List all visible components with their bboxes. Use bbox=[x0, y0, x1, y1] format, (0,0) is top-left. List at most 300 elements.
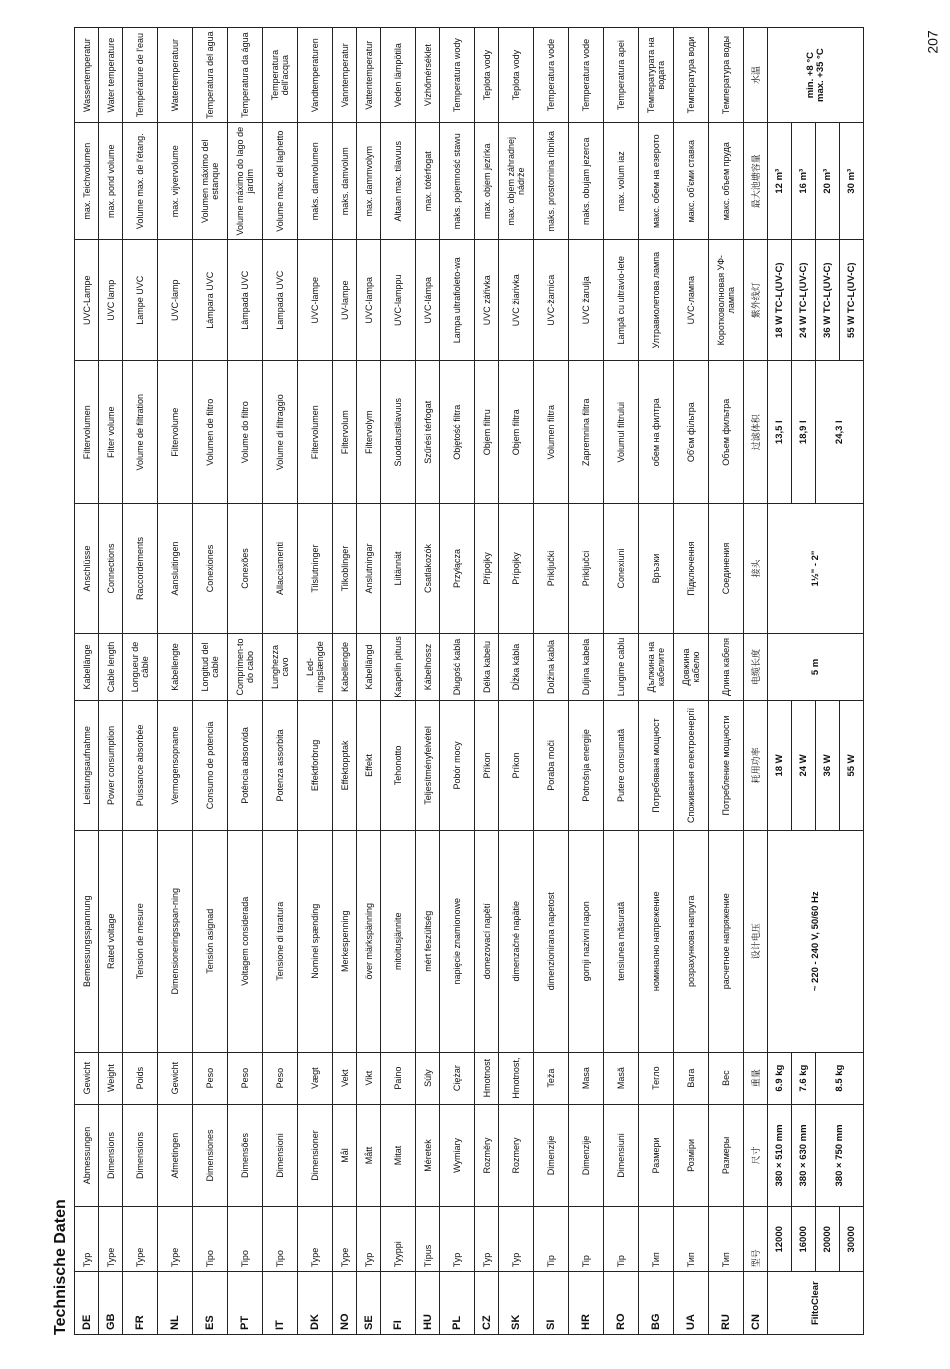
language-code: HR bbox=[569, 1272, 604, 1335]
header-cell: 设计电压 bbox=[744, 830, 768, 1052]
header-cell: Typ bbox=[499, 1207, 534, 1272]
header-cell: Vægt bbox=[298, 1052, 333, 1104]
language-row bbox=[416, 28, 440, 1335]
language-code: BG bbox=[639, 1272, 674, 1335]
language-row bbox=[440, 28, 475, 1335]
header-cell: UVC žiarivka bbox=[499, 240, 534, 361]
header-cell: Rozměry bbox=[475, 1104, 499, 1207]
header-cell: Temperatura apei bbox=[604, 28, 639, 123]
header-cell: Volumen de filtro bbox=[193, 361, 228, 504]
header-cell: Розміри bbox=[674, 1104, 709, 1207]
header-cell: Filter volume bbox=[99, 361, 123, 504]
cable-length: 5 m bbox=[768, 633, 864, 700]
language-code: ES bbox=[193, 1272, 228, 1335]
header-cell: mért feszültség bbox=[416, 830, 440, 1052]
language-code: NL bbox=[158, 1272, 193, 1335]
header-cell: Szűrési térfogat bbox=[416, 361, 440, 504]
page-number: 207 bbox=[925, 30, 942, 54]
header-cell: Тип bbox=[639, 1207, 674, 1272]
header-cell: Mål bbox=[333, 1104, 357, 1207]
rotated-spec-sheet bbox=[48, 25, 857, 1335]
model-pond-volume: 30 m³ bbox=[840, 123, 864, 240]
header-cell: Objętość filtra bbox=[440, 361, 475, 504]
header-cell: Typ bbox=[357, 1207, 381, 1272]
header-cell: Leistungsaufnahme bbox=[75, 701, 99, 831]
header-cell: Voltagem considerada bbox=[228, 830, 263, 1052]
header-cell: Effektforbrug bbox=[298, 701, 333, 831]
header-cell: UVC zářivka bbox=[475, 240, 499, 361]
header-cell: Filtervolumen bbox=[75, 361, 99, 504]
header-cell: Dimenzije bbox=[534, 1104, 569, 1207]
header-cell: Filtervolum bbox=[333, 361, 357, 504]
header-cell: Volume de filtration bbox=[123, 361, 158, 504]
header-cell: Masă bbox=[604, 1052, 639, 1104]
header-cell: Lampa ultrafioleto-wa bbox=[440, 240, 475, 361]
header-cell: Conexões bbox=[228, 504, 263, 634]
language-code: FI bbox=[381, 1272, 416, 1335]
header-cell: Type bbox=[298, 1207, 333, 1272]
header-cell: över märkspänning bbox=[357, 830, 381, 1052]
header-cell: Dimensiuni bbox=[604, 1104, 639, 1207]
header-cell: розрахункова напруга bbox=[674, 830, 709, 1052]
header-cell: Kabellengte bbox=[158, 633, 193, 700]
header-cell: Type bbox=[158, 1207, 193, 1272]
model-type: 20000 bbox=[816, 1207, 840, 1272]
header-cell: Mitat bbox=[381, 1104, 416, 1207]
connections: 1½" - 2" bbox=[768, 504, 864, 634]
header-cell: Peso bbox=[193, 1052, 228, 1104]
header-cell: Dimensiones bbox=[193, 1104, 228, 1207]
header-cell: Vandtemperaturen bbox=[298, 28, 333, 123]
header-cell: Потребление мощности bbox=[709, 701, 744, 831]
header-cell: Dimensioneringsspan-ning bbox=[158, 830, 193, 1052]
header-cell: Temperatura vode bbox=[534, 28, 569, 123]
header-cell: Volume max. de l'étang. bbox=[123, 123, 158, 240]
model-weight: 8.5 kg bbox=[816, 1052, 864, 1104]
header-cell: mitoitusjännite bbox=[381, 830, 416, 1052]
header-cell: Putere consumată bbox=[604, 701, 639, 831]
header-cell: Temperatura vode bbox=[569, 28, 604, 123]
water-temperature-max: max. +35 °C bbox=[814, 48, 826, 102]
header-cell: Rated voltage bbox=[99, 830, 123, 1052]
model-dimensions: 380 × 510 mm bbox=[768, 1104, 792, 1207]
header-cell: UVC-lampa bbox=[357, 240, 381, 361]
header-cell: Přípojky bbox=[475, 504, 499, 634]
header-cell: Conexiuni bbox=[604, 504, 639, 634]
header-cell: dimenzačné napätie bbox=[499, 830, 534, 1052]
header-cell: макс. обем на езерото bbox=[639, 123, 674, 240]
header-cell: Temperatura da água bbox=[228, 28, 263, 123]
header-cell: Dimensions bbox=[99, 1104, 123, 1207]
header-cell: Effektopptak bbox=[333, 701, 357, 831]
language-row bbox=[357, 28, 381, 1335]
header-cell: 重量 bbox=[744, 1052, 768, 1104]
header-cell: Hmotnost, bbox=[499, 1052, 534, 1104]
language-row bbox=[123, 28, 158, 1335]
header-cell: Коротковолновая УФ-лампа bbox=[709, 240, 744, 361]
header-cell: Размеры bbox=[709, 1104, 744, 1207]
header-cell: Paino bbox=[381, 1052, 416, 1104]
header-cell: Kabellängd bbox=[357, 633, 381, 700]
language-code: GB bbox=[99, 1272, 123, 1335]
header-cell: Potrošnja energije bbox=[569, 701, 604, 831]
header-cell: Kabellänge bbox=[75, 633, 99, 700]
header-cell: UVC-Lampe bbox=[75, 240, 99, 361]
header-cell: макс. об'єми ставка bbox=[674, 123, 709, 240]
header-cell: Effekt bbox=[357, 701, 381, 831]
header-cell: UVC-лампа bbox=[674, 240, 709, 361]
header-cell: Dimensões bbox=[228, 1104, 263, 1207]
language-code: SI bbox=[534, 1272, 569, 1335]
language-code: DK bbox=[298, 1272, 333, 1335]
model-power: 24 W bbox=[792, 701, 816, 831]
language-code: PT bbox=[228, 1272, 263, 1335]
language-row bbox=[475, 28, 499, 1335]
header-cell: Dĺžka kábla bbox=[499, 633, 534, 700]
header-cell: Dimensioner bbox=[298, 1104, 333, 1207]
header-cell: Довжина кабелю bbox=[674, 633, 709, 700]
header-cell: UVC-lámpa bbox=[416, 240, 440, 361]
header-cell: napięcie znamionowe bbox=[440, 830, 475, 1052]
header-cell: Objem filtru bbox=[475, 361, 499, 504]
header-cell: Duljina kabela bbox=[569, 633, 604, 700]
language-row bbox=[193, 28, 228, 1335]
header-cell: Anschlüsse bbox=[75, 504, 99, 634]
header-cell: Długość kabla bbox=[440, 633, 475, 700]
header-cell: maks. damvolum bbox=[333, 123, 357, 240]
header-cell: Príkon bbox=[499, 701, 534, 831]
model-dimensions: 380 × 630 mm bbox=[792, 1104, 816, 1207]
header-cell: Вага bbox=[674, 1052, 709, 1104]
language-row bbox=[674, 28, 709, 1335]
header-cell: Volume máximo do lago de jardim bbox=[228, 123, 263, 240]
header-cell: Hmotnost bbox=[475, 1052, 499, 1104]
header-cell: Размери bbox=[639, 1104, 674, 1207]
header-cell: Filtervolym bbox=[357, 361, 381, 504]
language-row bbox=[228, 28, 263, 1335]
language-row bbox=[499, 28, 534, 1335]
header-cell: Peso bbox=[263, 1052, 298, 1104]
header-cell: Volumen máximo del estanque bbox=[193, 123, 228, 240]
language-code: RU bbox=[709, 1272, 744, 1335]
model-lamp: 18 W TC-L(UV-C) bbox=[768, 240, 792, 361]
header-cell: Suodatustilavuus bbox=[381, 361, 416, 504]
header-cell: Volume max. del laghetto bbox=[263, 123, 298, 240]
header-cell: Wymiary bbox=[440, 1104, 475, 1207]
header-cell: maks. pojemność stawu bbox=[440, 123, 475, 240]
header-cell: номинално напрежение bbox=[639, 830, 674, 1052]
language-code: CN bbox=[744, 1272, 768, 1335]
model-pond-volume: 20 m³ bbox=[816, 123, 840, 240]
model-power: 36 W bbox=[816, 701, 840, 831]
header-cell: Peso bbox=[228, 1052, 263, 1104]
model-filter-volume: 18,9 l bbox=[792, 361, 816, 504]
header-cell: Dimenzije bbox=[569, 1104, 604, 1207]
language-row bbox=[75, 28, 99, 1335]
header-cell: Ciężar bbox=[440, 1052, 475, 1104]
language-code: UA bbox=[674, 1272, 709, 1335]
header-cell: Abmessungen bbox=[75, 1104, 99, 1207]
header-cell: Vízhőmérséklet bbox=[416, 28, 440, 123]
language-code: SK bbox=[499, 1272, 534, 1335]
header-cell: Temperatura del agua bbox=[193, 28, 228, 123]
header-cell: maks. prostornina ribnika bbox=[534, 123, 569, 240]
language-code: PL bbox=[440, 1272, 475, 1335]
header-cell: 接头 bbox=[744, 504, 768, 634]
header-cell: Дължина на кабелите bbox=[639, 633, 674, 700]
header-cell: max. objem jezírka bbox=[475, 123, 499, 240]
header-cell: Longitud del cable bbox=[193, 633, 228, 700]
header-cell: 电缆长度 bbox=[744, 633, 768, 700]
header-cell: Підключення bbox=[674, 504, 709, 634]
header-cell: Tehonotto bbox=[381, 701, 416, 831]
header-cell: Вес bbox=[709, 1052, 744, 1104]
header-cell: Nominel spænding bbox=[298, 830, 333, 1052]
header-cell: Vekt bbox=[333, 1052, 357, 1104]
header-cell: Potência absorvida bbox=[228, 701, 263, 831]
header-cell: Потребявана мощност bbox=[639, 701, 674, 831]
header-cell: Prípojky bbox=[499, 504, 534, 634]
header-cell: UV-lampe bbox=[333, 240, 357, 361]
header-cell: Wassertemperatur bbox=[75, 28, 99, 123]
header-cell: Teplota vody bbox=[475, 28, 499, 123]
header-cell: Típus bbox=[416, 1207, 440, 1272]
header-cell: Weight bbox=[99, 1052, 123, 1104]
header-cell: Tip bbox=[534, 1207, 569, 1272]
header-cell: Pobór mocy bbox=[440, 701, 475, 831]
header-cell: Rozmery bbox=[499, 1104, 534, 1207]
language-code: CZ bbox=[475, 1272, 499, 1335]
header-cell: Longueur de câble bbox=[123, 633, 158, 700]
header-cell: Type bbox=[333, 1207, 357, 1272]
language-row bbox=[534, 28, 569, 1335]
model-weight: 7.6 kg bbox=[792, 1052, 816, 1104]
header-cell: Tensión asignad bbox=[193, 830, 228, 1052]
header-cell: Connections bbox=[99, 504, 123, 634]
header-cell: Lampă cu ultravio-lete bbox=[604, 240, 639, 361]
header-cell: Kábelhossz bbox=[416, 633, 440, 700]
header-cell: Anslutningar bbox=[357, 504, 381, 634]
header-cell: 过滤体积 bbox=[744, 361, 768, 504]
header-cell: Temperatura dell'acqua bbox=[263, 28, 298, 123]
header-cell: Lunghezza cavo bbox=[263, 633, 298, 700]
model-pond-volume: 12 m³ bbox=[768, 123, 792, 240]
language-code: RO bbox=[604, 1272, 639, 1335]
header-cell: dimenzionirana napetost bbox=[534, 830, 569, 1052]
header-cell: Tipo bbox=[193, 1207, 228, 1272]
language-code: FR bbox=[123, 1272, 158, 1335]
header-cell: 水温 bbox=[744, 28, 768, 123]
header-cell: Dimensioni bbox=[263, 1104, 298, 1207]
language-row bbox=[381, 28, 416, 1335]
header-cell: Puissance absorbée bbox=[123, 701, 158, 831]
model-dimensions: 380 × 750 mm bbox=[816, 1104, 864, 1207]
model-power: 18 W bbox=[768, 701, 792, 831]
header-cell: Длина кабеля bbox=[709, 633, 744, 700]
model-lamp: 55 W TC-L(UV-C) bbox=[840, 240, 864, 361]
header-cell: Potenza assorbita bbox=[263, 701, 298, 831]
header-cell: Mått bbox=[357, 1104, 381, 1207]
header-cell: Zapremnina filtra bbox=[569, 361, 604, 504]
header-cell: max. objem záhradnej nádrže bbox=[499, 123, 534, 240]
header-cell: max. pond volume bbox=[99, 123, 123, 240]
header-cell: Filtervolume bbox=[158, 361, 193, 504]
header-cell: Объем фильтра bbox=[709, 361, 744, 504]
header-cell: Volume di filtraggio bbox=[263, 361, 298, 504]
header-cell: Typ bbox=[75, 1207, 99, 1272]
language-row bbox=[99, 28, 123, 1335]
header-cell: domezovací napětí bbox=[475, 830, 499, 1052]
header-cell: Raccordements bbox=[123, 504, 158, 634]
header-cell: Tip bbox=[604, 1207, 639, 1272]
header-cell: Tipo bbox=[263, 1207, 298, 1272]
header-cell: Vanntemperatur bbox=[333, 28, 357, 123]
header-cell: Teža bbox=[534, 1052, 569, 1104]
header-cell: Csatlakozók bbox=[416, 504, 440, 634]
header-cell: UVC lamp bbox=[99, 240, 123, 361]
header-cell: Przyłącza bbox=[440, 504, 475, 634]
header-cell: расчетное напряжение bbox=[709, 830, 744, 1052]
header-cell: max. dammvolym bbox=[357, 123, 381, 240]
header-cell: Conexiones bbox=[193, 504, 228, 634]
header-cell: Type bbox=[123, 1207, 158, 1272]
header-cell: Poids bbox=[123, 1052, 158, 1104]
language-row bbox=[744, 28, 768, 1335]
header-cell: Příkon bbox=[475, 701, 499, 831]
header-cell: max. Teichvolumen bbox=[75, 123, 99, 240]
header-cell: Тегло bbox=[639, 1052, 674, 1104]
header-cell: Allacciamenti bbox=[263, 504, 298, 634]
header-cell: Vermogensopname bbox=[158, 701, 193, 831]
language-row bbox=[333, 28, 357, 1335]
header-cell: Teljesítményfelvétel bbox=[416, 701, 440, 831]
header-cell: Tip bbox=[569, 1207, 604, 1272]
language-code: IT bbox=[263, 1272, 298, 1335]
header-cell: Ултравиолетова лампа bbox=[639, 240, 674, 361]
header-cell: Priključki bbox=[534, 504, 569, 634]
header-cell: Tensione di taratura bbox=[263, 830, 298, 1052]
header-cell: 耗用功率 bbox=[744, 701, 768, 831]
header-cell: Altaan max. tilavuus bbox=[381, 123, 416, 240]
header-cell: Méretek bbox=[416, 1104, 440, 1207]
model-type: 16000 bbox=[792, 1207, 816, 1272]
header-cell: Bemessungsspannung bbox=[75, 830, 99, 1052]
header-cell: Objem filtra bbox=[499, 361, 534, 504]
header-cell: max. volum iaz bbox=[604, 123, 639, 240]
model-pond-volume: 16 m³ bbox=[792, 123, 816, 240]
header-cell: 型号 bbox=[744, 1207, 768, 1272]
header-cell: 最大池塘容量 bbox=[744, 123, 768, 240]
header-cell: Volumul filtrului bbox=[604, 361, 639, 504]
header-cell: Water temperature bbox=[99, 28, 123, 123]
header-cell: Tilkoblinger bbox=[333, 504, 357, 634]
header-cell: Veden lämpötila bbox=[381, 28, 416, 123]
header-cell: 紫外线灯 bbox=[744, 240, 768, 361]
language-row bbox=[569, 28, 604, 1335]
language-code: HU bbox=[416, 1272, 440, 1335]
header-cell: Температура воды bbox=[709, 28, 744, 123]
header-cell: Súly bbox=[416, 1052, 440, 1104]
header-cell: tensiunea măsurată bbox=[604, 830, 639, 1052]
water-temperature-min: min. +8 °C bbox=[804, 51, 816, 99]
header-cell: Об'єм фільтра bbox=[674, 361, 709, 504]
header-cell: Afmetingen bbox=[158, 1104, 193, 1207]
language-row bbox=[639, 28, 674, 1335]
header-cell: Kabellengde bbox=[333, 633, 357, 700]
header-cell: Temperatura wody bbox=[440, 28, 475, 123]
header-cell: Lampada UVC bbox=[263, 240, 298, 361]
technical-data-table bbox=[74, 27, 864, 1335]
language-row bbox=[298, 28, 333, 1335]
header-cell: Vikt bbox=[357, 1052, 381, 1104]
header-cell: Comprimen-to do cabo bbox=[228, 633, 263, 700]
header-cell: Връзки bbox=[639, 504, 674, 634]
header-cell: Lampe UVC bbox=[123, 240, 158, 361]
header-cell: UVC-lamppu bbox=[381, 240, 416, 361]
header-cell: maks. damvolumen bbox=[298, 123, 333, 240]
header-cell: Lámpara UVC bbox=[193, 240, 228, 361]
header-cell: Tension de mesure bbox=[123, 830, 158, 1052]
header-cell: Consumo de potencia bbox=[193, 701, 228, 831]
header-cell: Dimensions bbox=[123, 1104, 158, 1207]
header-cell: Gewicht bbox=[75, 1052, 99, 1104]
header-cell: Cable length bbox=[99, 633, 123, 700]
header-cell: max. vijvervolume bbox=[158, 123, 193, 240]
language-row bbox=[158, 28, 193, 1335]
header-cell: UVC-lamp bbox=[158, 240, 193, 361]
header-cell: UVC-lampe bbox=[298, 240, 333, 361]
water-temperature bbox=[768, 28, 864, 123]
header-cell: Тип bbox=[674, 1207, 709, 1272]
model-lamp: 24 W TC-L(UV-C) bbox=[792, 240, 816, 361]
header-cell: макс. объем пруда bbox=[709, 123, 744, 240]
model-filter-volume: 13,5 l bbox=[768, 361, 792, 504]
header-cell: Température de l'eau bbox=[123, 28, 158, 123]
header-cell: Led-ningslængde bbox=[298, 633, 333, 700]
header-cell: Lungime cablu bbox=[604, 633, 639, 700]
product-name: FiltoClear bbox=[768, 1272, 864, 1335]
model-lamp: 36 W TC-L(UV-C) bbox=[816, 240, 840, 361]
header-cell: Délka kabelu bbox=[475, 633, 499, 700]
header-cell: Aansluitingen bbox=[158, 504, 193, 634]
header-cell: Priključci bbox=[569, 504, 604, 634]
header-cell: Vattentemperatur bbox=[357, 28, 381, 123]
language-row bbox=[604, 28, 639, 1335]
model-weight: 6.9 kg bbox=[768, 1052, 792, 1104]
language-code: NO bbox=[333, 1272, 357, 1335]
header-cell: max. tótérfogat bbox=[416, 123, 440, 240]
header-cell: Gewicht bbox=[158, 1052, 193, 1104]
header-cell: Tyyppi bbox=[381, 1207, 416, 1272]
header-cell: Poraba moči bbox=[534, 701, 569, 831]
header-cell: Watertemperatuur bbox=[158, 28, 193, 123]
page-title: Technische Daten bbox=[52, 1199, 69, 1335]
language-code: DE bbox=[75, 1272, 99, 1335]
header-cell: Volume do filtro bbox=[228, 361, 263, 504]
header-cell: Температурата на водата bbox=[639, 28, 674, 123]
header-cell: Filtervolumen bbox=[298, 361, 333, 504]
model-power: 55 W bbox=[840, 701, 864, 831]
header-cell: Typ bbox=[440, 1207, 475, 1272]
header-cell: Volumen filtra bbox=[534, 361, 569, 504]
header-cell: UVC žarulja bbox=[569, 240, 604, 361]
header-cell: Температура води bbox=[674, 28, 709, 123]
language-code: SE bbox=[357, 1272, 381, 1335]
header-cell: 尺寸 bbox=[744, 1104, 768, 1207]
language-row bbox=[709, 28, 744, 1335]
model-filter-volume: 24,3 l bbox=[816, 361, 864, 504]
header-cell: Kaapelin pituus bbox=[381, 633, 416, 700]
